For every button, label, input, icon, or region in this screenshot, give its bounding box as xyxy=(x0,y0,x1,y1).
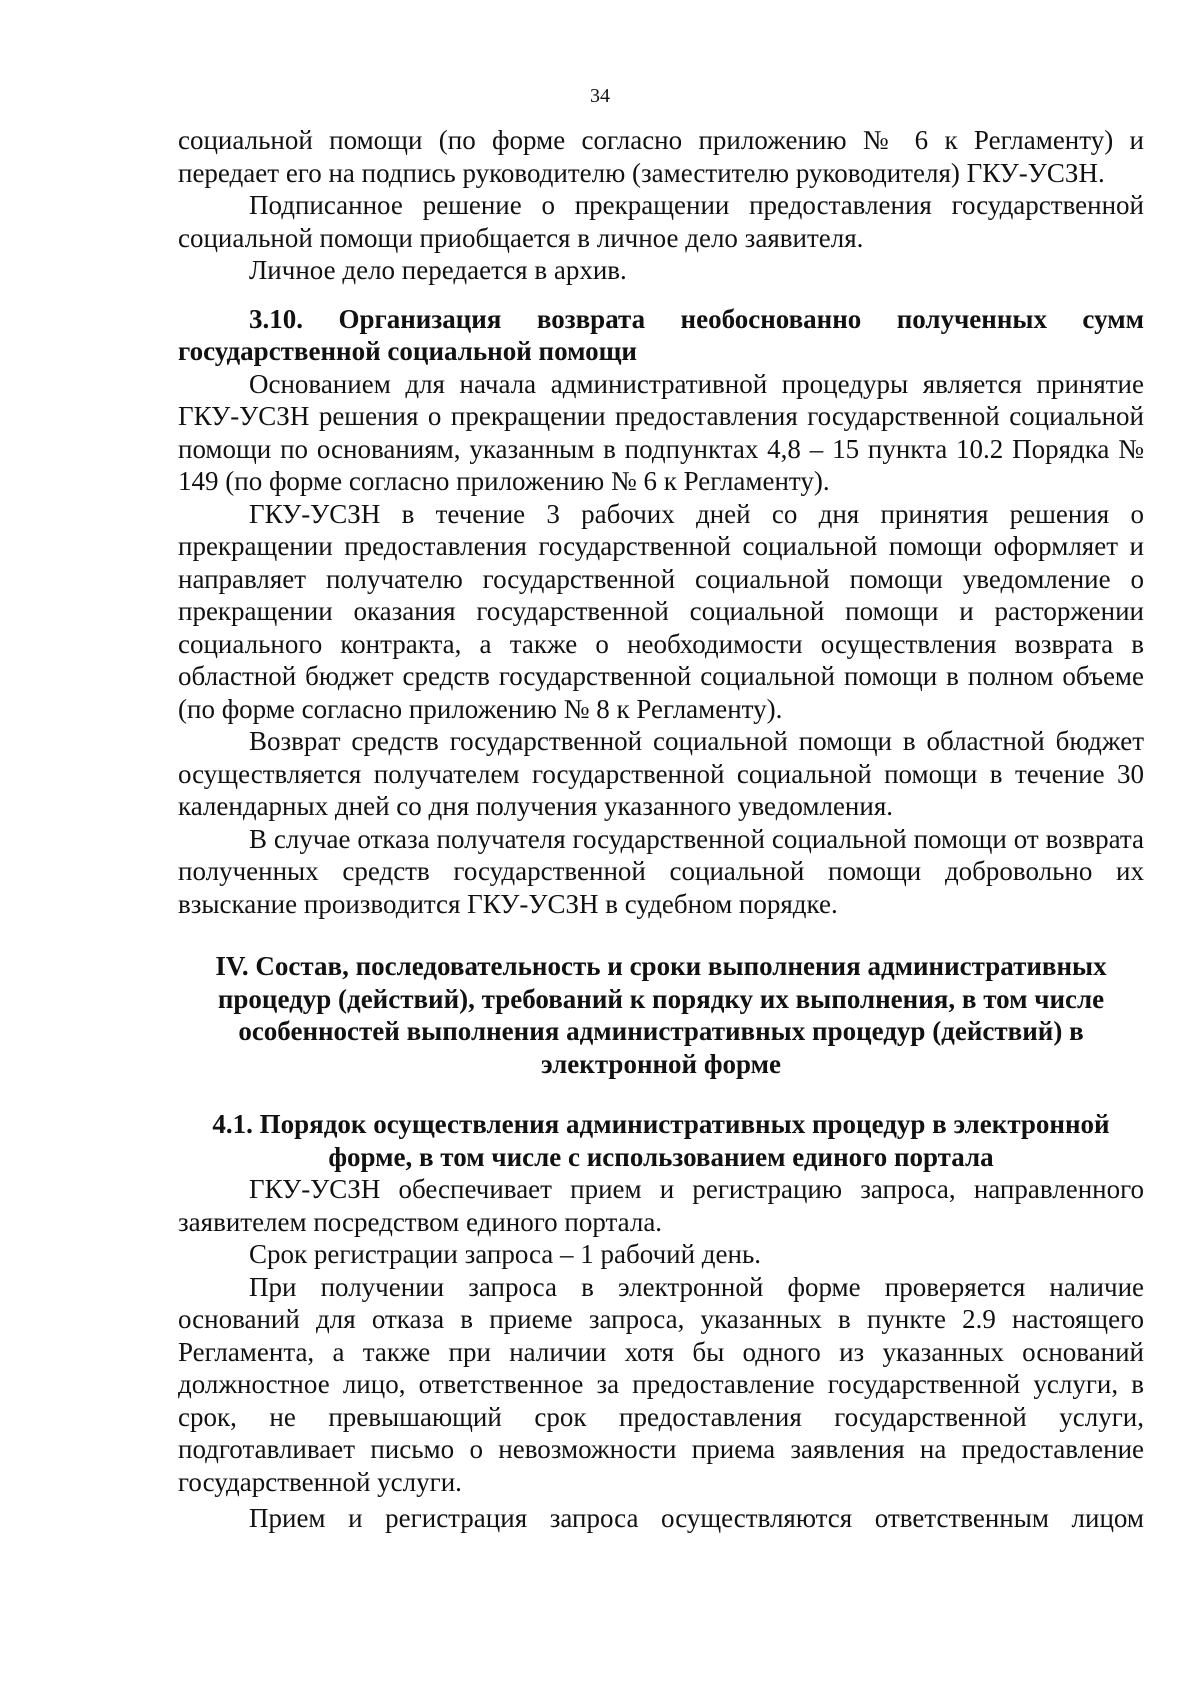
paragraph: В случае отказа получателя государственной социальной помощи от возврата полученных средств государственной социальной помощи добровольно их взыскание производится ГКУ-УСЗН в судебном порядке. xyxy=(178,823,1144,919)
section-heading-4-1: 4.1. Порядок осуществления административных процедур в электронной форме, в том числе с использованием единого портала xyxy=(212,1109,1110,1172)
paragraph: ГКУ-УСЗН в течение 3 рабочих дней со дня принятия решения о прекращении предоставления государственной социальной помощи оформляет и направляет получателю государственной социальной помощи уведомление о прекращении оказания государственной социальной помощи и расторжении социального контракта, а также о необходимости осуществления возврата в областной бюджет средств государственной социальной помощи в полном объеме (по форме согласно приложению № 8 к Регламенту). xyxy=(178,498,1144,724)
chapter-heading-iv: IV. Состав, последовательность и сроки выполнения административных процедур (действий), требований к порядку их выполнения, в том числе особенностей выполнения административных процедур (действий) в электронной форме xyxy=(215,951,1107,1079)
paragraph: Прием и регистрация запроса осуществляются ответственным лицом xyxy=(249,1503,1144,1533)
paragraph: При получении запроса в электронной форме проверяется наличие оснований для отказа в приеме запроса, указанных в пункте 2.9 настоящего Регламента, а также при наличии хотя бы одного из указанных оснований должностное лицо, ответственное за предоставление государственной услуги, в срок, не превышающий срок предоставления государственной услуги, подготавливает письмо о невозможности приема заявления на предоставление государственной услуги. xyxy=(178,1271,1144,1497)
paragraph: Подписанное решение о прекращении предоставления государственной социальной помощи приобщается в личное дело заявителя. xyxy=(178,190,1144,253)
paragraph: ГКУ-УСЗН обеспечивает прием и регистрацию запроса, направленного заявителем посредством единого портала. xyxy=(178,1174,1144,1237)
paragraph: Личное дело передается в архив. xyxy=(249,255,627,285)
paragraph: социальной помощи (по форме согласно приложению № 6 к Регламенту) и передает его на подпись руководителю (заместителю руководителя) ГКУ-УСЗН. xyxy=(178,125,1144,188)
paragraph: Основанием для начала административной процедуры является принятие ГКУ-УСЗН решения о прекращении предоставления государственной социальной помощи по основаниям, указанным в подпунктах 4,8 – 15 пункта 10.2 Порядка № 149 (по форме согласно приложению № 6 к Регламенту). xyxy=(178,368,1144,496)
page-number: 34 xyxy=(590,85,610,107)
section-heading-3-10: 3.10. Организация возврата необоснованно полученных сумм государственной социальной помощи xyxy=(178,303,1144,366)
paragraph: Возврат средств государственной социальной помощи в областной бюджет осуществляется получателем государственной социальной помощи в течение 30 календарных дней со дня получения указанного уведомления. xyxy=(178,726,1144,821)
document-body xyxy=(178,124,1144,1535)
paragraph: Срок регистрации запроса – 1 рабочий день. xyxy=(249,1239,762,1269)
